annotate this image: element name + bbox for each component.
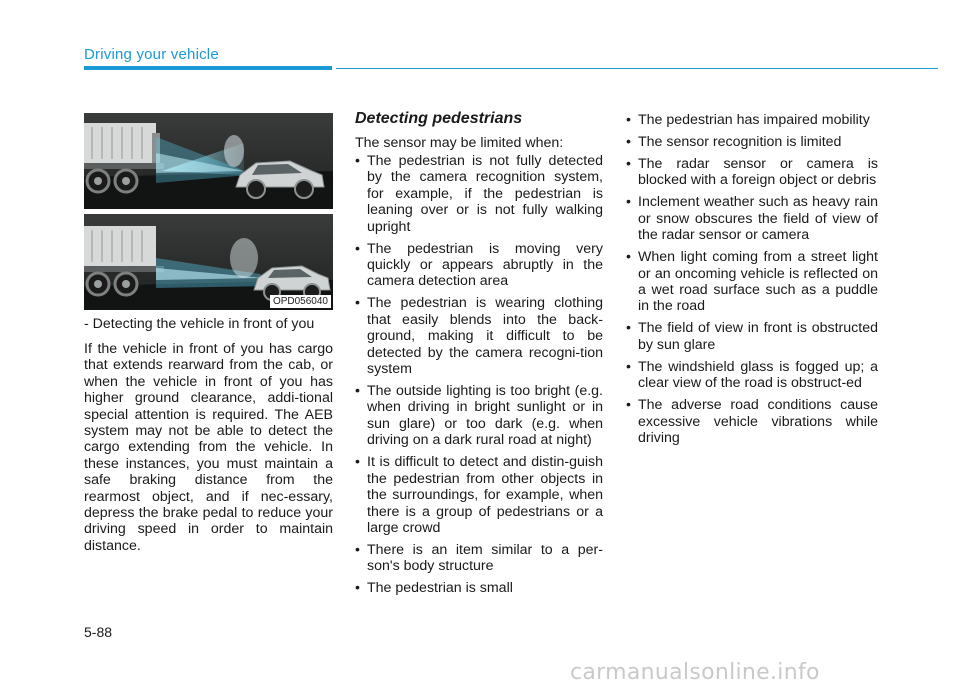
bullet-list-right bbox=[626, 112, 878, 452]
section-title: Driving your vehicle bbox=[84, 46, 219, 63]
list-item: • The pedestrian is wearing clothing that easily blends into the back-ground, making it difficult to be detected by the camera recogni-tion system bbox=[355, 295, 603, 377]
list-item: • The field of view in front is obstructed by sun glare bbox=[626, 320, 878, 353]
page-number: 5-88 bbox=[84, 624, 113, 640]
list-item: • The windshield glass is fogged up; a clear view of the road is obstruct-ed bbox=[626, 359, 878, 392]
list-item: • The pedestrian is not fully detected by the camera recognition system, for example, if the pedestrian is leaning over or is not fully walking upright bbox=[355, 153, 603, 235]
list-item: • The pedestrian has impaired mobility bbox=[626, 112, 878, 128]
body-paragraph: If the vehicle in front of you has cargo that extends rearward from the cab, or when the vehicle in front of you has higher ground clearance, addi-tional special attention is required. The AEB system may not be able to detect the cargo extending from the vehicle. In these instances, you must maintain a safe braking distance from the rearmost object, and if nec-essary, depress the brake pedal to reduce your driving speed in order to maintain distance. bbox=[84, 341, 333, 554]
list-item: • When light coming from a street light or an oncoming vehicle is reflected on a wet road surface such as a puddle in the road bbox=[626, 249, 878, 315]
list-item: • The outside lighting is too bright (e.g. when driving in bright sunlight or in sun glare) or too dark (e.g. when driving on a dark rural road at night) bbox=[355, 383, 603, 449]
header-rule-thick bbox=[84, 66, 332, 70]
list-item: • It is difficult to detect and distin-guish the pedestrian from other objects in the surroundings, for example, when there is a group of pedestrians or a large crowd bbox=[355, 454, 603, 536]
list-item: • The radar sensor or camera is blocked with a foreign object or debris bbox=[626, 156, 878, 189]
watermark-text[interactable]: carmanualsonline.info bbox=[570, 660, 820, 685]
intro-text: The sensor may be limited when: bbox=[355, 135, 564, 151]
list-item: • The adverse road conditions cause excessive vehicle vibrations while driving bbox=[626, 397, 878, 446]
list-item: • The sensor recognition is limited bbox=[626, 134, 878, 150]
list-item: • The pedestrian is moving very quickly or appears abruptly in the camera detection area bbox=[355, 241, 603, 290]
illustration-truck-beam-bottom bbox=[84, 214, 333, 310]
section-heading: Detecting pedestrians bbox=[355, 110, 523, 127]
figure-caption: - Detecting the vehicle in front of you bbox=[84, 316, 315, 332]
illustration-truck-beam-top bbox=[84, 113, 333, 209]
list-item: • There is an item similar to a per-son's body structure bbox=[355, 542, 603, 575]
list-item: • The pedestrian is small bbox=[355, 580, 603, 596]
figure-code: OPD056040 bbox=[270, 295, 331, 308]
list-item: • Inclement weather such as heavy rain or snow obscures the field of view of the radar sensor or camera bbox=[626, 194, 878, 243]
header-rule-thin bbox=[336, 68, 938, 69]
bullet-list-middle bbox=[355, 153, 603, 602]
